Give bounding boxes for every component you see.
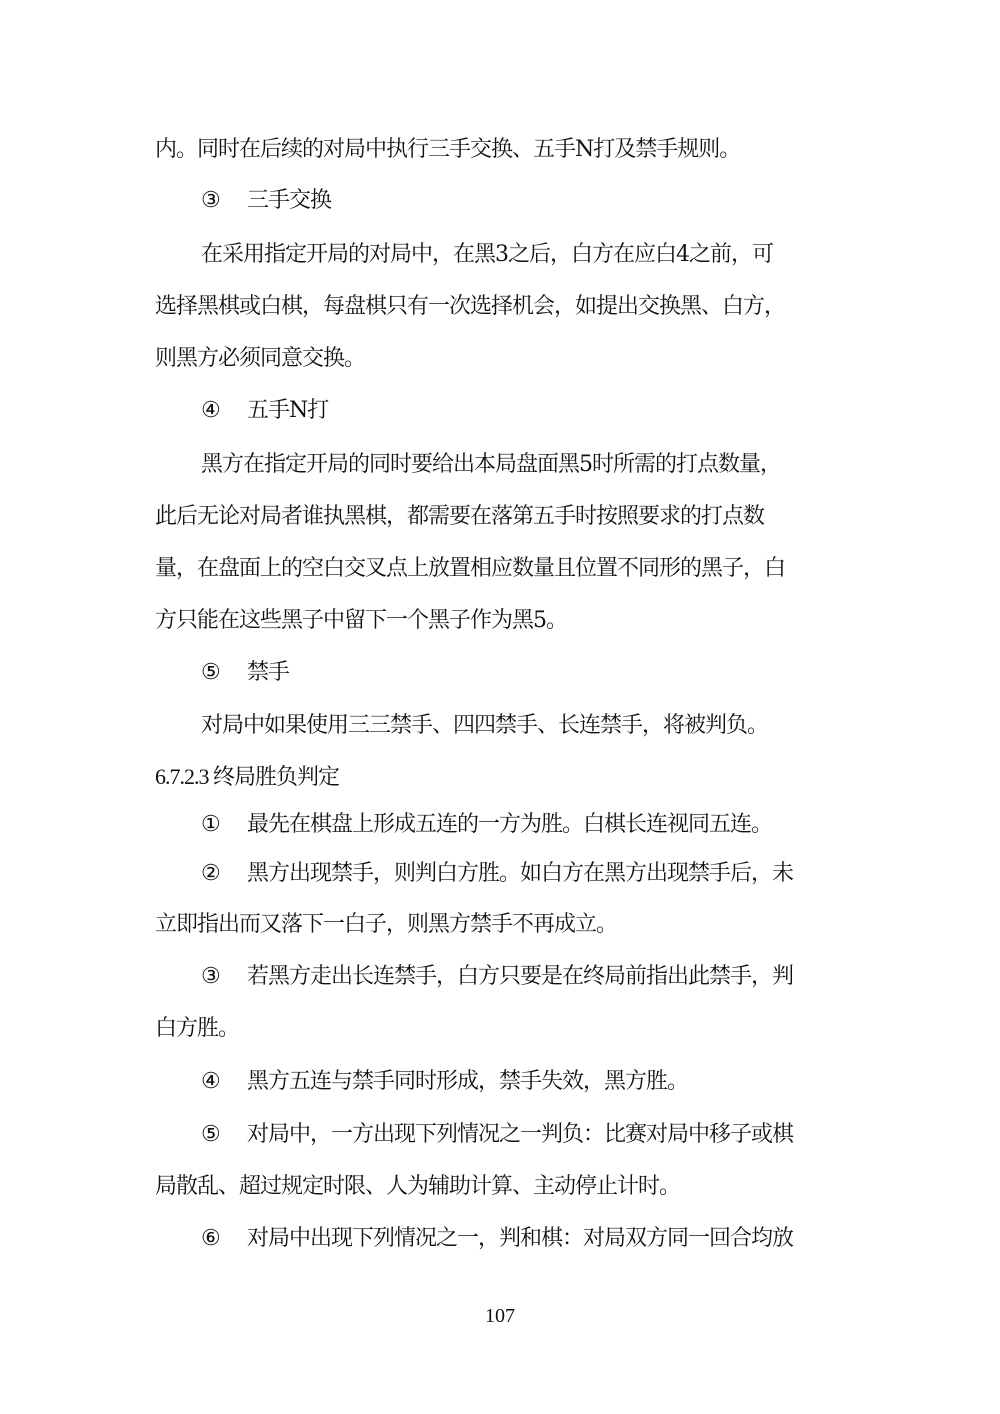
paragraph-line: 此后无论对局者谁执黑棋，都需要在落第五手时按照要求的打点数: [155, 504, 765, 529]
list-item-text: 五手N打: [247, 398, 329, 423]
list-item: [201, 1067, 901, 1097]
list-item: [201, 1224, 901, 1254]
paragraph-line: 选择黑棋或白棋，每盘棋只有一次选择机会，如提出交换黑、白方，: [155, 294, 786, 319]
list-item-text: 三手交换: [247, 188, 332, 213]
list-item-text: 禁手: [247, 660, 290, 685]
list-item: [201, 658, 901, 688]
list-item-text: 黑方出现禁手，则判白方胜。如白方在黑方出现禁手后，未: [247, 861, 794, 886]
paragraph-line: 则黑方必须同意交换。: [155, 346, 366, 371]
list-item-text: 对局中出现下列情况之一，判和棋：对局双方同一回合均放: [247, 1226, 794, 1251]
list-item-text: 黑方五连与禁手同时形成，禁手失效，黑方胜。: [247, 1069, 689, 1094]
list-item: [201, 859, 901, 889]
list-marker: ①: [201, 812, 220, 837]
list-item: [201, 1120, 901, 1150]
paragraph-line: 立即指出而又落下一白子，则黑方禁手不再成立。: [155, 912, 618, 937]
list-marker: ④: [201, 398, 220, 423]
paragraph-line: 量，在盘面上的空白交叉点上放置相应数量且位置不同形的黑子，白: [155, 556, 786, 581]
list-item: [201, 186, 901, 216]
paragraph-line: 白方胜。: [155, 1016, 240, 1041]
list-marker: ⑤: [201, 660, 220, 685]
paragraph-line: 对局中如果使用三三禁手、四四禁手、长连禁手，将被判负。: [201, 713, 769, 738]
paragraph-line: 在采用指定开局的对局中，在黑3之后，白方在应白4之前，可: [201, 242, 773, 267]
paragraph-line: 黑方在指定开局的同时要给出本局盘面黑5时所需的打点数量，: [201, 452, 781, 477]
page-number: 107: [485, 1305, 515, 1327]
list-item: [201, 396, 901, 426]
list-item-text: 若黑方走出长连禁手，白方只要是在终局前指出此禁手，判: [247, 964, 794, 989]
list-item-text: 对局中，一方出现下列情况之一判负：比赛对局中移子或棋: [247, 1122, 794, 1147]
section-heading: 6.7.2.3 终局胜负判定: [155, 764, 340, 789]
list-marker: ②: [201, 861, 220, 886]
paragraph-line: 局散乱、超过规定时限、人为辅助计算、主动停止计时。: [155, 1174, 681, 1199]
list-marker: ④: [201, 1069, 220, 1094]
list-marker: ⑥: [201, 1226, 220, 1251]
paragraph-line: 内。同时在后续的对局中执行三手交换、五手N打及禁手规则。: [155, 137, 741, 162]
list-item: [201, 962, 901, 992]
list-marker: ③: [201, 188, 220, 213]
list-item: [201, 810, 901, 840]
paragraph-line: 方只能在这些黑子中留下一个黑子作为黑5。: [155, 608, 567, 633]
list-marker: ③: [201, 964, 220, 989]
list-marker: ⑤: [201, 1122, 220, 1147]
list-item-text: 最先在棋盘上形成五连的一方为胜。白棋长连视同五连。: [247, 812, 773, 837]
